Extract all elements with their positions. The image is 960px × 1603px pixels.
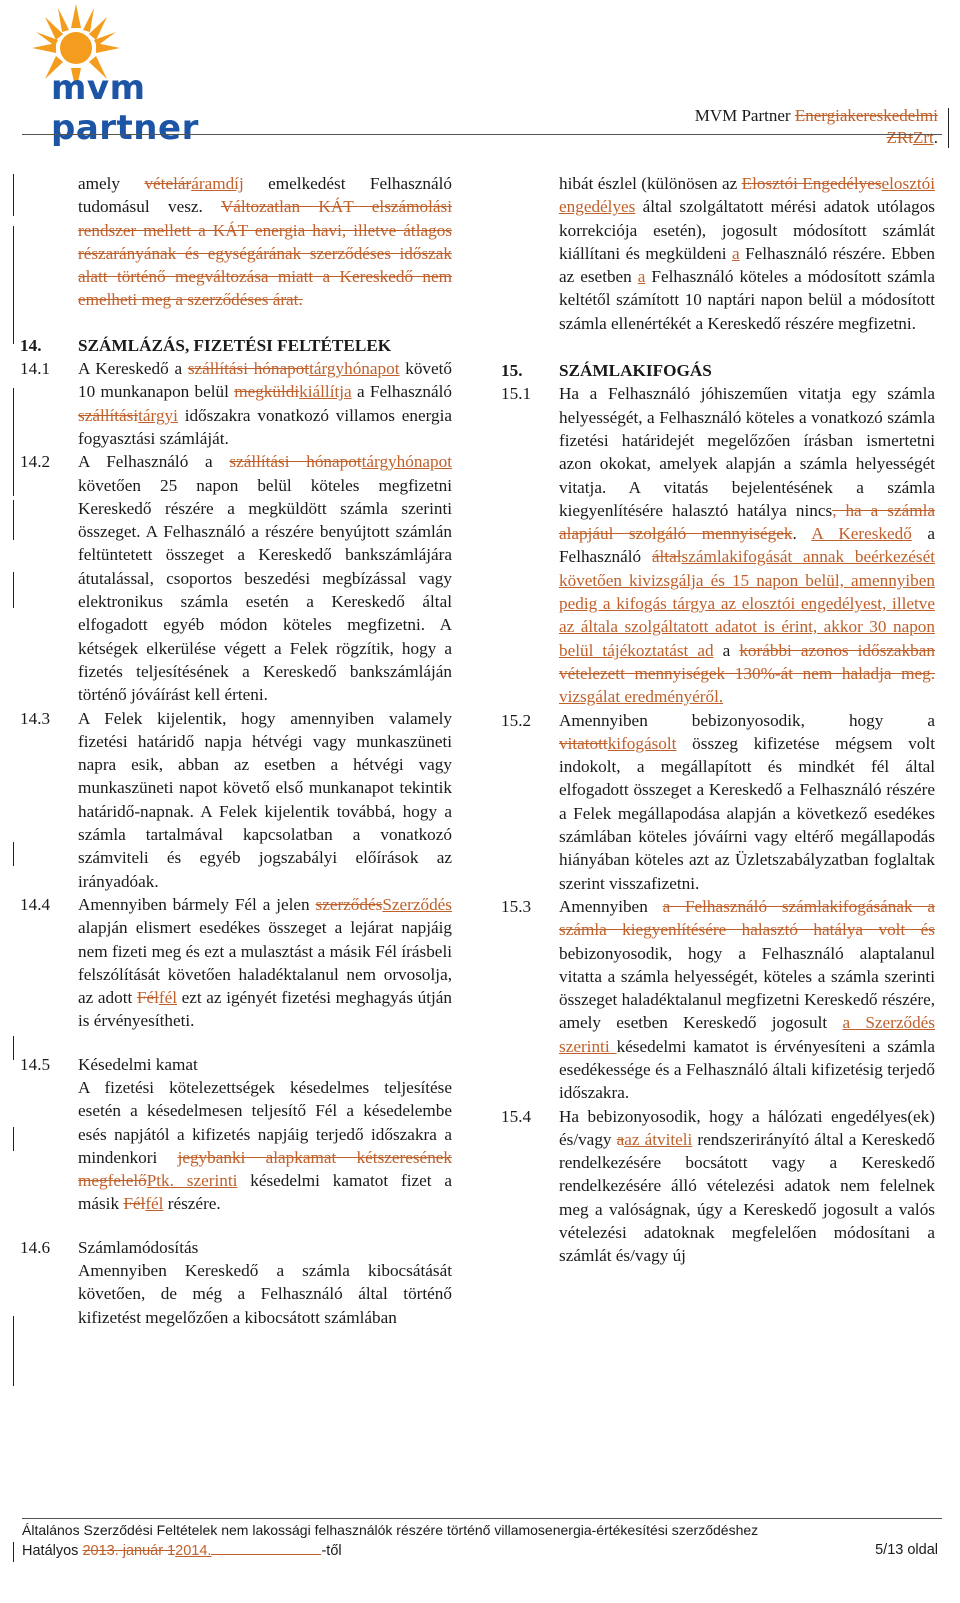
clause-heading: Számlamódosítás bbox=[78, 1237, 199, 1257]
mvm-partner-logo bbox=[18, 2, 258, 148]
clause-heading: Késedelmi kamat bbox=[78, 1054, 198, 1074]
clause-14-5: 14.5 Késedelmi kamat A fizetési kötelezettségek késedelmes teljesítése esetén a késedelmesen teljesítő Fél a késedelembe esés napjától a kifizetés napjáig terjedő időszakra a mindenkori jegybanki alapkamat kétszeresének megfelelőPtk. szerinti késedelmi kamatot fizet a másik Félfél részére. bbox=[20, 1054, 453, 1214]
change-bar bbox=[13, 1316, 14, 1364]
change-bar bbox=[13, 226, 14, 344]
clause-14-6: 14.6 Számlamódosítás Amennyiben Kereskedő a számla kibocsátását követően, de még a Felhasználó által történő kifizetést megelőzően a kibocsátott számlában bbox=[20, 1237, 452, 1327]
clause-15-1: 15.1 Ha a Felhasználó jóhiszeműen vitatja egy számla helyességét, a Felhasználó köteles a vonatkozó számla fizetési határidejét megelőzően írásban ismertetni azon okokat, amelyek alapján a számla helyességét vitatja. A vitatás bejelentésének a számla kiegyenlítésére halasztó hatálya nincs, ha a számla alapjául szolgáló mennyiségek. A Kereskedő a Felhasználó általszámlakifogását annak beérkezését követően kivizsgálja és 15 napon belül, amennyiben pedig a kifogás tárgya az elosztói engedélyest, illetve az általa szolgáltatott adatot is érint, akkor 30 napon belül tájékoztatást ad a korábbi azonos időszakban vételezett mennyiségek 130%-át nem haladja meg. vizsgálat eredményéről. bbox=[501, 384, 935, 707]
clause-15-3: 15.3 Amennyiben a Felhasználó számlakifogásának a számla kiegyenlítésére halasztó hatálya volt és bebizonyosodik, hogy a Felhasználó alaptalanul vitatta a számla helyességét, köteles a számla szerinti összeget haladéktalanul megfizetni Kereskedő részére, amely esetben Kereskedő jogosult a Szerződés szerinti késedelmi kamatot is érvényesíteni a számla esedékessége és a Felhasználó általi kifizetésig terjedő időszakra. bbox=[501, 896, 935, 1103]
clause-14-4: 14.4 Amennyiben bármely Fél a jelen szerződésSzerződés alapján elismert esedékes összeget a lejárat napjáig nem fizeti meg és ezt a mulasztást a másik Fél írásbeli felszólítását követően haladéktalanul nem orvosolja, az adott Félfél ezt az igényét fizetési meghagyás útján is érvényesítheti. bbox=[20, 894, 452, 1031]
continuation-paragraph: hibát észlel (különösen az Elosztói Engedélyeselosztói engedélyes által szolgáltatott mérési adatok utólagos korrekciója esetén), jogosult módosított számlát kiállítani és megküldeni a Felhasználó részére. Ebben az esetben a Felhasználó köteles a módosított számla keltétől számított 10 naptári napon belül a módosított számla ellenértékét a Kereskedő részére megfizetni. bbox=[559, 174, 935, 333]
change-bar bbox=[13, 1542, 14, 1562]
change-bar bbox=[13, 1036, 14, 1060]
right-column bbox=[501, 172, 935, 1268]
clause-14-3: 14.3 A Felek kijelentik, hogy amennyiben valamely fizetési határidő napja hétvégi vagy munkaszüneti napra esik, abban az esetben a hétvégi vagy munkaszüneti napot követő első munkanapot tekintik határidő-napnak. A Felek kijelentik továbbá, hogy a számla tartalmával kapcsolatban a vonatkozó számviteli és egyéb jogszabályi előírások az irányadóak. bbox=[20, 708, 452, 891]
change-bar bbox=[948, 108, 949, 148]
clause-15-4: 15.4 Ha bebizonyosodik, hogy a hálózati engedélyes(ek) és/vagy aaz átviteli rendszerirányító által a Kereskedő rendelkezésére bocsátott vagy a Kereskedő rendelkezésére álló vételezési adatok nem felelnek meg a valóságnak, úgy a Kereskedő jogosult a valós vételezési adatoknak megfelelően módosítani a számlát és/vagy új bbox=[501, 1106, 935, 1266]
change-bar bbox=[13, 500, 14, 540]
intro-paragraph: amely vételáráramdíj emelkedést Felhasználó tudomásul vesz. Változatlan KÁT elszámolási rendszer mellett a KÁT energia havi, illetve átlagos részarányának és egységárának szerződéses időszak alatt történő megváltozása miatt a Kereskedő nem emelheti meg a szerződéses árat. bbox=[78, 174, 453, 310]
change-bar bbox=[13, 1127, 14, 1151]
footer-validity: Hatályos 2013. január 12014. -től 5/13 oldal bbox=[22, 1542, 938, 1559]
clause-14-2: 14.2 A Felhasználó a szállítási hónapottárgyhónapot követően 25 napon belül köteles megfizetni Kereskedő részére a megküldött számla szerinti összeget. A Felhasználó a részére benyújtott számlán feltüntetett összeget a Kereskedő bankszámlájára átutalással, csoportos beszedési megbízással vagy elektronikus számla esetén a Kereskedő által elfogadott egyéb módon köteles megfizetni. A kétségek elkerülése végett a Felek rögzítik, hogy a fizetés teljesítésének a Kereskedő bankszámláján történő jóváírást kell érteni. bbox=[20, 452, 453, 705]
change-bar bbox=[13, 842, 14, 866]
change-bar bbox=[13, 1362, 14, 1386]
header-divider bbox=[22, 134, 942, 135]
change-bar bbox=[13, 174, 14, 216]
page-number: 5/13 oldal bbox=[875, 1542, 938, 1558]
change-bar bbox=[13, 572, 14, 608]
logo-wordmark: mvm partner bbox=[51, 68, 199, 148]
section-heading-15: 15. SZÁMLAKIFOGÁS bbox=[501, 361, 712, 381]
footer-document-title: Általános Szerződési Feltételek nem lakossági felhasználók részére történő villamosenergia-értékesítési szerződéshez bbox=[22, 1522, 759, 1538]
footer-divider bbox=[22, 1518, 942, 1519]
clause-15-2: 15.2 Amennyiben bebizonyosodik, hogy a vitatottkifogásolt összeg kifizetése mégsem volt indokolt, a megállapított és mindkét fél által elfogadott összeget a Kereskedő a Felhasználó részére a Felek megállapodása alapján a következő esedékes számlában köteles jóváírni vagy eltérő megállapodás hiányában köteles azt az Üzletszabályzatban foglaltak szerint visszafizetni. bbox=[501, 710, 935, 893]
change-bar bbox=[13, 388, 14, 496]
clause-14-1: 14.1 A Kereskedő a szállítási hónapottárgyhónapot követő 10 munkanapon belül megküldikiállítja a Felhasználó szállításitárgyi időszakra vonatkozó villamos energia fogyasztási számláját. bbox=[20, 359, 453, 448]
company-name: MVM Partner Energiakereskedelmi ZRtZrt. bbox=[694, 106, 938, 147]
section-heading-14: 14. SZÁMLÁZÁS, FIZETÉSI FELTÉTELEK bbox=[20, 335, 392, 355]
left-column bbox=[20, 172, 452, 1329]
